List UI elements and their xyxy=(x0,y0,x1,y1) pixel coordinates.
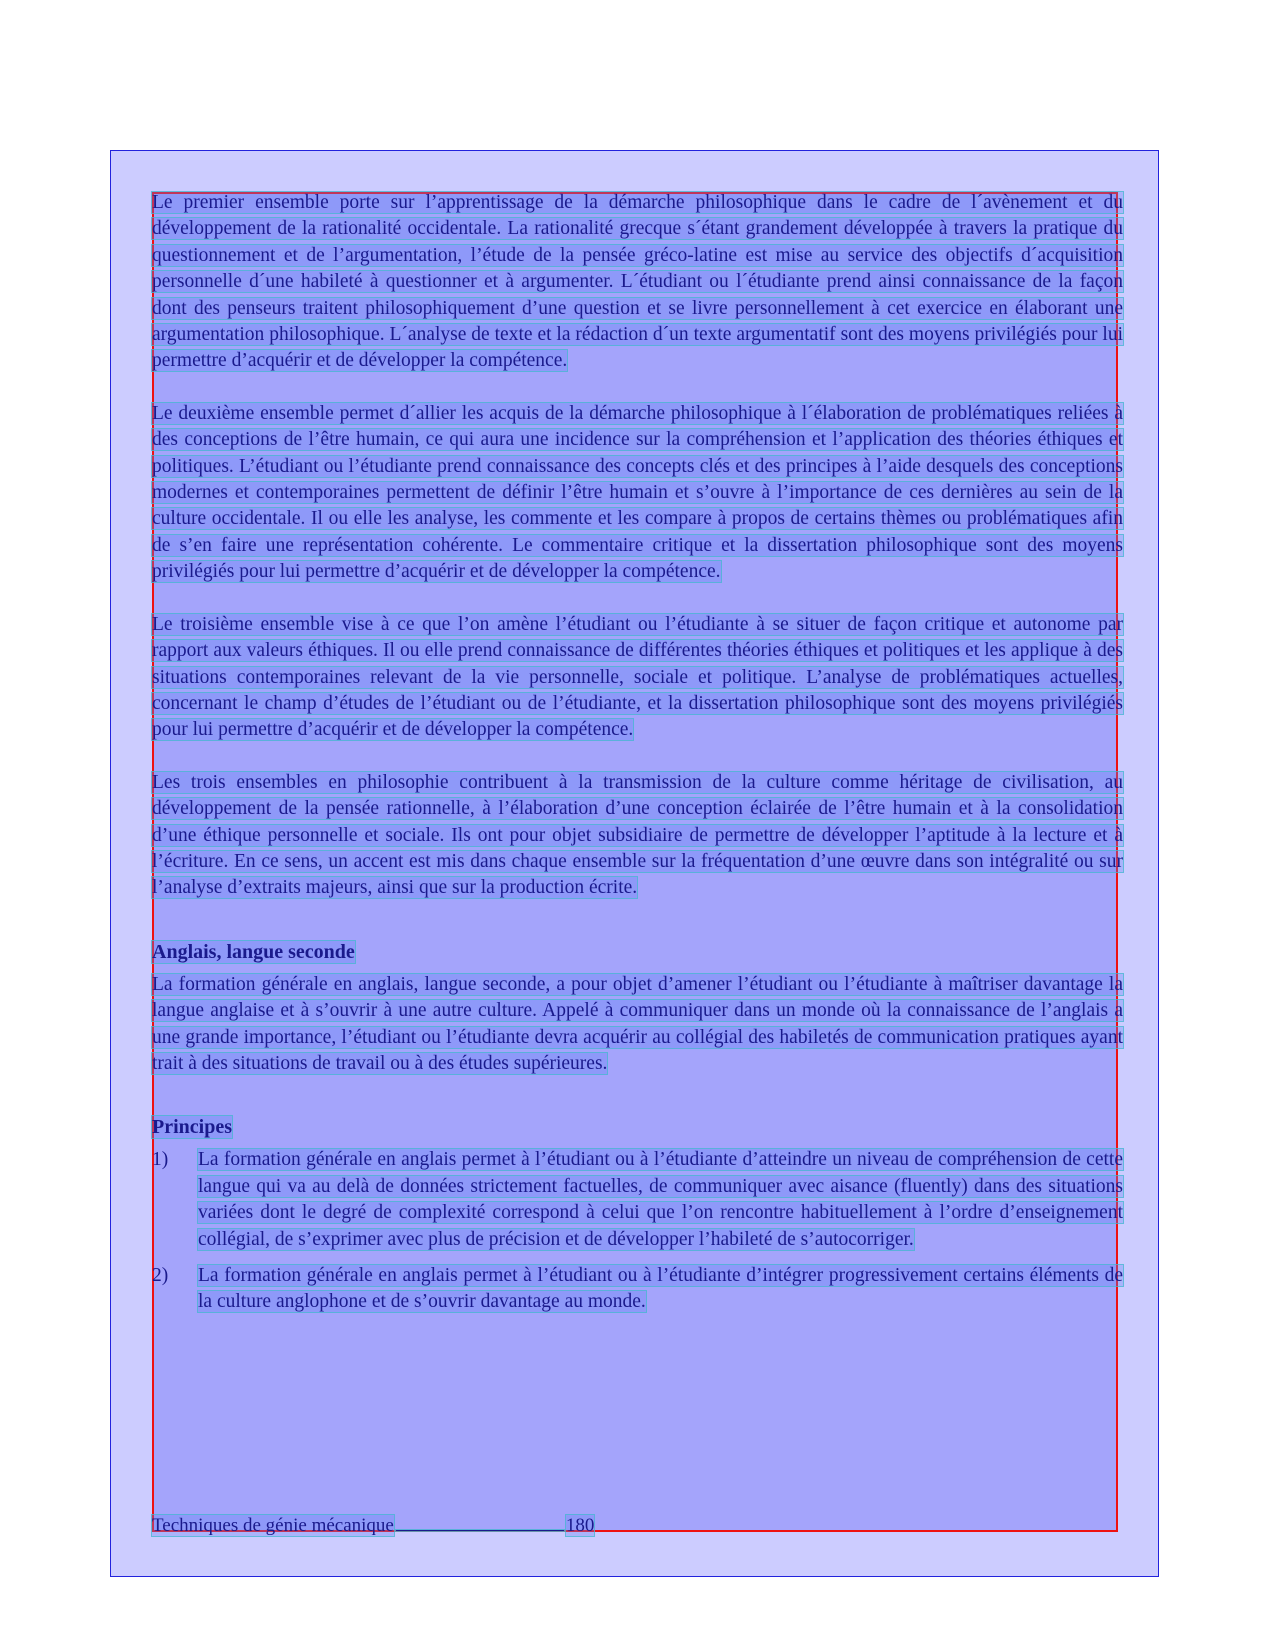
list-number: 1) xyxy=(152,1149,169,1171)
document-body xyxy=(152,190,1123,1326)
list-item-text: La formation générale en anglais permet à l’étudiant ou à l’étudiante d’atteindre un niveau de compréhension de cette langue qui va au delà de données strictement factuelles, de communiquer avec aisance (fluently) dans des situations variées dont le degré de complexité correspond à celui que l’on rencontre habituellement à l’ordre d’enseignement collégial, de s’exprimer avec plus de précision et de développer l’habileté de s’autocorriger. xyxy=(198,1149,1123,1250)
footer-page-number: 180 xyxy=(565,1515,595,1536)
heading-anglais: Anglais, langue seconde xyxy=(152,940,355,963)
paragraph-first-ensemble: Le premier ensemble porte sur l’apprentissage de la démarche philosophique dans le cadre de l´avènement et du développement de la rationalité occidentale. La rationalité grecque s´étant grandement développée à travers la pratique du questionnement et de l’argumentation, l’étude de la pensée gréco-latine est mise au service des objectifs d´acquisition personnelle d´une habileté à questionner et à argumenter. L´étudiant ou l´étudiante prend ainsi connaissance de la façon dont des penseurs traitent philosophiquement d’une question et se livre personnellement à cet exercice en élaborant une argumentation philosophique. L´analyse de texte et la rédaction d´un texte argumentatif sont des moyens privilégiés pour lui permettre d’acquérir et de développer la compétence. xyxy=(152,192,1123,372)
list-number: 2) xyxy=(152,1265,169,1286)
list-item-principe-1 xyxy=(152,1147,1123,1253)
footer-program-name: Techniques de génie mécanique xyxy=(152,1515,394,1536)
footer-rule xyxy=(396,1530,564,1531)
list-item-text: La formation générale en anglais permet à l’étudiant ou à l’étudiante d’intégrer progressivement certains éléments de la culture anglophone et de s’ouvrir davantage au monde. xyxy=(198,1265,1123,1313)
paragraph-third-ensemble: Le troisième ensemble vise à ce que l’on amène l’étudiant ou l’étudiante à se situer de façon critique et autonome par rapport aux valeurs éthiques. Il ou elle prend connaissance de différentes théories éthiques et politiques et les applique à des situations contemporaines relevant de la vie personnelle, sociale et politique. L’analyse de problématiques actuelles, concernant le champ d’études de l’étudiant ou de l’étudiante, et la dissertation philosophique sont des moyens privilégiés pour lui permettre d’acquérir et de développer la compétence. xyxy=(152,613,1123,741)
page-footer xyxy=(152,1515,594,1537)
list-item-principe-2 xyxy=(152,1263,1123,1316)
paragraph-second-ensemble: Le deuxième ensemble permet d´allier les acquis de la démarche philosophique à l´élaboration de problématiques reliées à des conceptions de l’être humain, ce qui aura une incidence sur la compréhension et l’application des théories éthiques et politiques. L’étudiant ou l’étudiante prend connaissance des concepts clés et des principes à l’aide desquels des conceptions modernes et contemporaines permettent de définir l’être humain et s’ouvre à l’importance de ces dernières au sein de la culture occidentale. Il ou elle les analyse, les commente et les compare à propos de certains thèmes ou problématiques afin de s’en faire une représentation cohérente. Le commentaire critique et la dissertation philosophique sont des moyens privilégiés pour lui permettre d’acquérir et de développer la compétence. xyxy=(152,402,1123,583)
heading-principes: Principes xyxy=(152,1116,232,1139)
paragraph-three-ensembles: Les trois ensembles en philosophie contribuent à la transmission de la culture comme héritage de civilisation, au développement de la pensée rationnelle, à l’élaboration d’une conception éclairée de l’être humain et à la consolidation d’une éthique personnelle et sociale. Ils ont pour objet subsidiaire de permettre de développer l’aptitude à la lecture et à l’écriture. En ce sens, un accent est mis dans chaque ensemble sur la fréquentation d’une œuvre dans son intégralité ou sur l’analyse d’extraits majeurs, ainsi que sur la production écrite. xyxy=(152,771,1123,899)
paragraph-anglais: La formation générale en anglais, langue seconde, a pour objet d’amener l’étudiant ou l’étudiante à maîtriser davantage la langue anglaise et à s’ouvrir à une autre culture. Appelé à communiquer dans un monde où la connaissance de l’anglais a une grande importance, l’étudiant ou l’étudiante devra acquérir au collégial des habiletés de communication pratiques ayant trait à des situations de travail ou à des études supérieures. xyxy=(152,973,1123,1074)
